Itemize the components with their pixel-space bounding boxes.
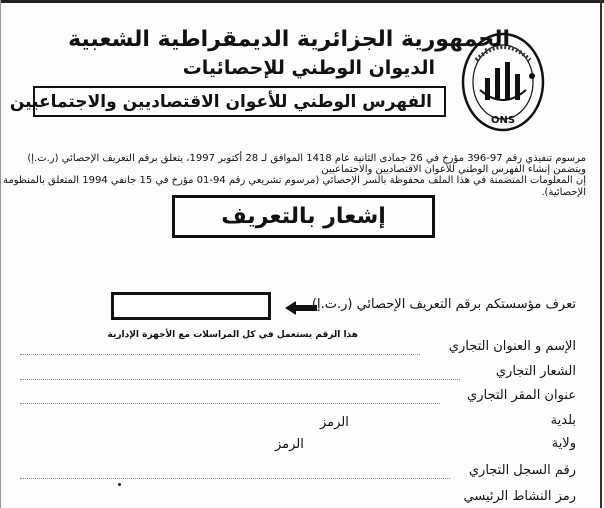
statistical-id-field[interactable] — [111, 292, 271, 320]
register-title-box — [9, 86, 446, 117]
ons-logo — [460, 30, 546, 134]
field-label-municipality: بلدية — [550, 413, 576, 428]
republic-title: الجمهورية الجزائرية الديمقراطية الشعبية — [68, 27, 510, 52]
field-label-province: ولاية — [551, 436, 576, 451]
code-label-province: الرمز — [275, 437, 304, 452]
statistical-id-label: تعرف مؤسستكم برقم التعريف الإحصائي (ر.ت.إ) — [311, 297, 576, 312]
field-line-logo-sign[interactable] — [20, 379, 460, 380]
field-line-commerce-register[interactable] — [20, 478, 450, 479]
notice-title: إشعار بالتعريف — [221, 204, 386, 229]
ink-dot — [118, 483, 121, 486]
code-label-municipality: الرمز — [320, 415, 349, 430]
page-right-border — [600, 0, 602, 508]
decree-line-1: مرسوم تنفيذي رقم 97-396 مؤرخ في 26 جمادى الثانية عام 1418 الموافق لـ 28 أكتوبر 1997، يتعلق برقم التعريف الإحصائي (ر.ت.إ) — [27, 153, 586, 164]
decree-line-2: ويتضمن إنشاء الفهرس الوطني للأعوان الاقتصاديين والاجتماعيين — [321, 164, 586, 175]
field-line-name-address[interactable] — [20, 354, 420, 355]
field-label-logo-sign: الشعار التجاري — [495, 364, 576, 379]
field-label-commerce-register: رقم السجل التجاري — [468, 463, 576, 478]
decree-line-4: الإحصائية). — [541, 187, 586, 198]
page-left-border — [0, 0, 1, 508]
page-top-border — [0, 0, 604, 3]
field-label-name-address: الإسم و العنوان التجاري — [448, 339, 576, 354]
notice-title-box — [172, 195, 435, 238]
field-label-hq-address: عنوان المقر التجاري — [467, 388, 576, 403]
office-title: الديوان الوطني للإحصائيات — [182, 57, 435, 79]
statistical-id-note: هذا الرقم يستعمل في كل المراسلات مع الأجهزة الإدارية — [107, 330, 358, 340]
register-title: الفهرس الوطني للأعوان الاقتصاديين والاجتماعيين — [9, 92, 432, 112]
logo-acronym: ONS — [490, 115, 516, 126]
field-label-main-activity: رمز النشاط الرئيسي — [463, 489, 576, 504]
decree-line-3: إن المعلومات المتضمنة في هذا الملف محفوظة بالسر الإحصائي (مرسوم تشريعي رقم 94-01 مؤرخ في 15 جانفي 1994 المتعلق بالمنظومة — [3, 175, 586, 186]
field-line-hq-address[interactable] — [20, 403, 440, 404]
